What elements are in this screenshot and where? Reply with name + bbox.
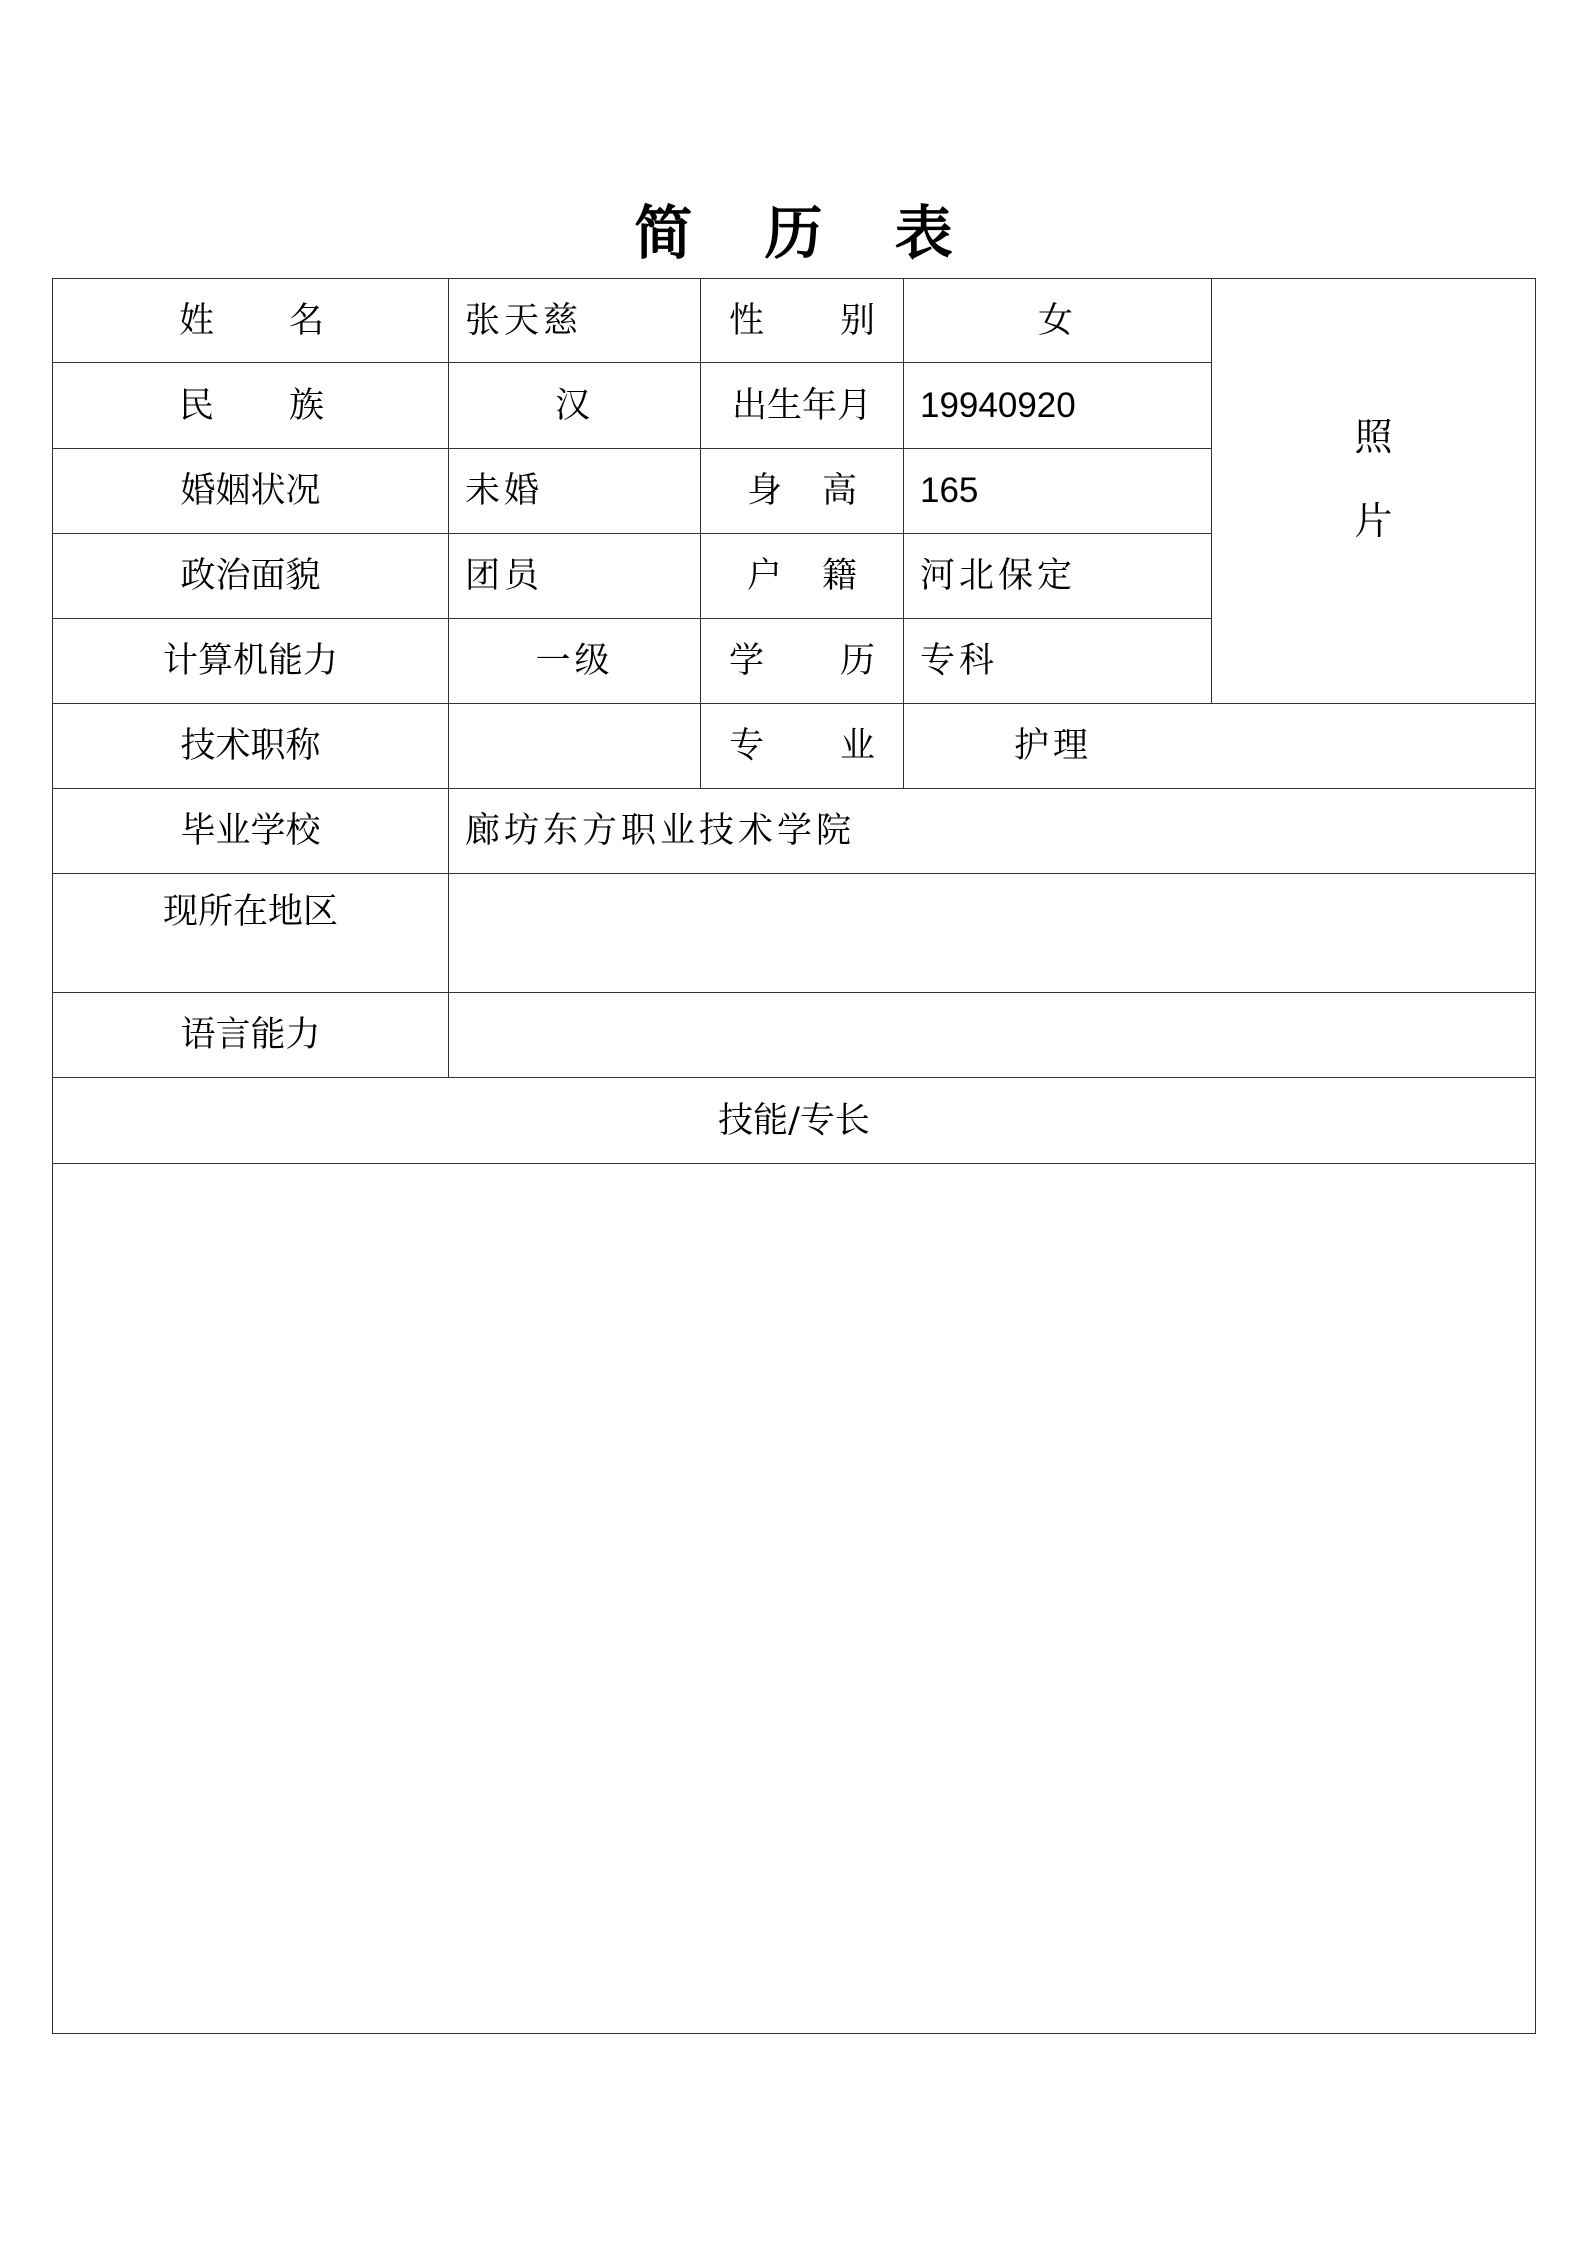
value-marital[interactable]: 未婚 bbox=[449, 449, 701, 534]
value-gender[interactable]: 女 bbox=[904, 279, 1212, 363]
label-marital: 婚姻状况 bbox=[53, 449, 449, 534]
label-birth: 出生年月 bbox=[701, 363, 904, 449]
label-region: 现所在地区 bbox=[53, 874, 449, 993]
label-skills: 技能/专长 bbox=[53, 1078, 1536, 1164]
value-name[interactable]: 张天慈 bbox=[449, 279, 701, 363]
row-skills-head bbox=[53, 1078, 1536, 1164]
row-language bbox=[53, 993, 1536, 1078]
photo-label-2: 片 bbox=[1354, 499, 1393, 543]
row-region bbox=[53, 874, 1536, 993]
value-title-rank[interactable] bbox=[449, 704, 701, 789]
value-computer[interactable]: 一级 bbox=[449, 619, 701, 704]
value-skills[interactable] bbox=[53, 1164, 1536, 2034]
row-name-gender bbox=[53, 279, 1536, 363]
value-political[interactable]: 团员 bbox=[449, 534, 701, 619]
value-ethnicity[interactable]: 汉 bbox=[449, 363, 701, 449]
value-major[interactable]: 护理 bbox=[904, 704, 1536, 789]
value-education[interactable]: 专科 bbox=[904, 619, 1212, 704]
label-computer: 计算机能力 bbox=[53, 619, 449, 704]
value-hukou[interactable]: 河北保定 bbox=[904, 534, 1212, 619]
label-name: 姓名 bbox=[53, 279, 449, 363]
photo-label-1: 照 bbox=[1354, 415, 1393, 459]
label-title-rank: 技术职称 bbox=[53, 704, 449, 789]
resume-table bbox=[52, 278, 1536, 2034]
value-birth[interactable]: 19940920 bbox=[904, 363, 1212, 449]
row-school bbox=[53, 789, 1536, 874]
label-hukou: 户籍 bbox=[701, 534, 904, 619]
label-political: 政治面貌 bbox=[53, 534, 449, 619]
row-titlerank-major bbox=[53, 704, 1536, 789]
label-language: 语言能力 bbox=[53, 993, 449, 1078]
label-school: 毕业学校 bbox=[53, 789, 449, 874]
value-school[interactable]: 廊坊东方职业技术学院 bbox=[449, 789, 1536, 874]
value-height[interactable]: 165 bbox=[904, 449, 1212, 534]
label-height: 身高 bbox=[701, 449, 904, 534]
label-major: 专业 bbox=[701, 704, 904, 789]
row-skills-body bbox=[53, 1164, 1536, 2034]
label-education: 学历 bbox=[701, 619, 904, 704]
label-gender: 性别 bbox=[701, 279, 904, 363]
page-title: 简 历 表 bbox=[634, 199, 979, 267]
label-ethnicity: 民族 bbox=[53, 363, 449, 449]
value-region[interactable] bbox=[449, 874, 1536, 993]
photo-box[interactable] bbox=[1212, 279, 1536, 704]
value-language[interactable] bbox=[449, 993, 1536, 1078]
